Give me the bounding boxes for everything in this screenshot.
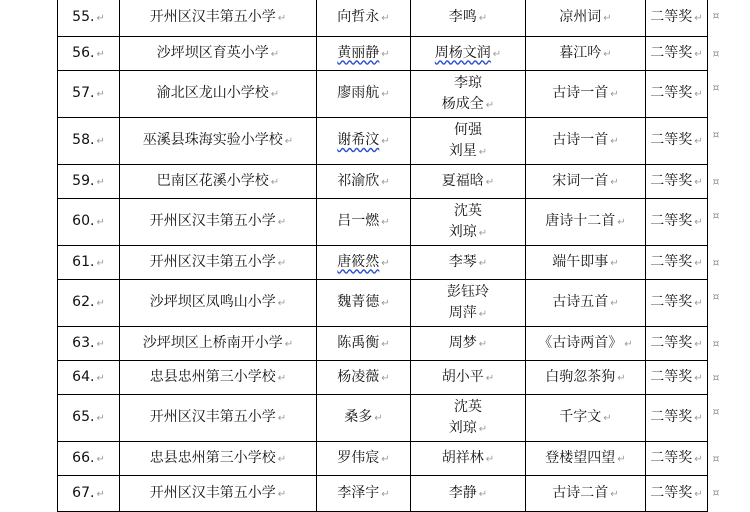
school-name: 开州区汉丰第五小学 xyxy=(149,484,276,501)
paragraph-mark-icon: ↵ xyxy=(694,488,703,500)
paragraph-mark-icon: ↵ xyxy=(478,423,488,435)
paragraph-mark-icon: ↵ xyxy=(374,413,383,424)
paragraph-mark-icon: ↵ xyxy=(694,217,703,228)
paragraph-mark-icon: ↵ xyxy=(610,298,619,309)
end-of-row-icon: ¤ xyxy=(712,175,720,188)
work-title: 千字文 xyxy=(559,409,602,425)
teacher-line xyxy=(415,7,521,29)
paragraph-mark-icon: ↵ xyxy=(478,488,488,500)
paragraph-mark-icon: ↵ xyxy=(277,257,287,269)
cell-student xyxy=(317,165,411,199)
end-of-row-icon: ¤ xyxy=(712,209,720,222)
paragraph-mark-icon: ↵ xyxy=(617,217,626,228)
cell-title xyxy=(526,37,646,71)
paragraph-mark-icon: ↵ xyxy=(478,146,488,158)
award-level: 二等奖 xyxy=(650,172,693,189)
work-title: 暮江吟 xyxy=(559,44,602,61)
end-of-row-icon: ¤ xyxy=(712,9,720,22)
work-title: 古诗五首 xyxy=(552,294,609,310)
cell-school xyxy=(120,71,317,118)
paragraph-mark-icon: ↵ xyxy=(381,488,390,500)
teacher-name: 沈英 xyxy=(454,202,482,219)
paragraph-mark-icon: ↵ xyxy=(694,257,703,269)
paragraph-mark-icon: ↵ xyxy=(694,12,703,24)
student-name: 祁渝欣 xyxy=(337,172,380,189)
end-of-row-icon: ¤ xyxy=(712,337,720,350)
paragraph-mark-icon: ↵ xyxy=(492,48,502,60)
cell-number xyxy=(58,442,120,476)
teacher-name: 胡小平 xyxy=(441,368,484,385)
award-level: 二等奖 xyxy=(650,449,693,466)
table-row xyxy=(58,246,708,280)
paragraph-mark-icon: ↵ xyxy=(381,453,390,465)
cell-title xyxy=(526,0,646,37)
cell-student xyxy=(317,280,411,327)
cell-teacher xyxy=(411,476,526,512)
cell-teacher xyxy=(411,0,526,37)
paragraph-mark-icon: ↵ xyxy=(381,217,390,228)
school-name: 渝北区龙山小学校 xyxy=(156,85,269,101)
cell-student xyxy=(317,476,411,512)
cell-title xyxy=(526,246,646,280)
cell-teacher xyxy=(411,361,526,395)
paragraph-mark-icon: ↵ xyxy=(270,48,280,60)
cell-teacher xyxy=(411,199,526,246)
cell-teacher xyxy=(411,327,526,361)
award-level: 二等奖 xyxy=(650,294,693,310)
cell-award xyxy=(646,199,708,246)
paragraph-mark-icon: ↵ xyxy=(610,176,619,188)
student-name: 桑多 xyxy=(344,409,373,425)
cell-student xyxy=(317,442,411,476)
teacher-name: 周梦 xyxy=(448,334,477,351)
cell-teacher xyxy=(411,442,526,476)
cell-student xyxy=(317,246,411,280)
paragraph-mark-icon: ↵ xyxy=(694,453,703,465)
teacher-line xyxy=(415,201,521,222)
work-title: 宋词一首 xyxy=(552,172,609,189)
cell-award xyxy=(646,395,708,442)
teacher-name: 彭钰玲 xyxy=(447,283,489,300)
cell-school xyxy=(120,476,317,512)
paragraph-mark-icon: ↵ xyxy=(485,372,495,384)
table-row xyxy=(58,165,708,199)
cell-title xyxy=(526,165,646,199)
paragraph-mark-icon: ↵ xyxy=(694,176,703,188)
work-title: 古诗一首 xyxy=(552,85,609,101)
cell-award xyxy=(646,442,708,476)
row-number: 55. xyxy=(72,8,95,25)
paragraph-mark-icon: ↵ xyxy=(277,298,287,309)
table-row xyxy=(58,442,708,476)
paragraph-mark-icon: ↵ xyxy=(694,338,703,350)
cell-number xyxy=(58,361,120,395)
paragraph-mark-icon: ↵ xyxy=(96,338,105,350)
cell-title xyxy=(526,442,646,476)
teacher-name: 胡祥林 xyxy=(441,449,484,466)
awards-table-body xyxy=(58,0,708,512)
student-name: 罗伟宸 xyxy=(337,449,380,466)
teacher-line xyxy=(415,448,521,470)
school-name: 忠县忠州第三小学校 xyxy=(149,368,276,385)
end-of-row-icon: ¤ xyxy=(712,128,720,141)
teacher-line xyxy=(415,73,521,94)
teacher-line xyxy=(415,252,521,274)
awards-table xyxy=(57,0,708,512)
table-row xyxy=(58,280,708,327)
cell-award xyxy=(646,327,708,361)
table-row xyxy=(58,37,708,71)
cell-number xyxy=(58,280,120,327)
work-title: 端午即事 xyxy=(552,253,609,270)
paragraph-mark-icon: ↵ xyxy=(284,338,294,350)
cell-school xyxy=(120,395,317,442)
paragraph-mark-icon: ↵ xyxy=(277,217,287,228)
work-title: 白驹忽茶狗 xyxy=(545,368,616,385)
cell-school xyxy=(120,442,317,476)
paragraph-mark-icon: ↵ xyxy=(610,488,619,500)
cell-school xyxy=(120,118,317,165)
cell-award xyxy=(646,37,708,71)
paragraph-mark-icon: ↵ xyxy=(603,48,612,60)
paragraph-mark-icon: ↵ xyxy=(96,12,105,24)
teacher-name: 李琼 xyxy=(454,74,482,91)
teacher-name: 刘琼 xyxy=(448,223,477,240)
paragraph-mark-icon: ↵ xyxy=(381,257,390,269)
school-name: 巴南区花溪小学校 xyxy=(156,172,269,189)
paragraph-mark-icon: ↵ xyxy=(617,372,626,384)
paragraph-mark-icon: ↵ xyxy=(694,372,703,384)
paragraph-mark-icon: ↵ xyxy=(96,89,105,100)
cell-student xyxy=(317,327,411,361)
end-of-row-icon: ¤ xyxy=(712,371,720,384)
cell-number xyxy=(58,165,120,199)
cell-title xyxy=(526,71,646,118)
paragraph-mark-icon: ↵ xyxy=(485,176,495,188)
teacher-line xyxy=(415,483,521,505)
cell-school xyxy=(120,280,317,327)
cell-number xyxy=(58,199,120,246)
paragraph-mark-icon: ↵ xyxy=(277,372,287,384)
teacher-name: 刘琼 xyxy=(448,419,477,436)
student-name: 吕一燃 xyxy=(337,213,380,229)
end-of-row-icon: ¤ xyxy=(712,47,720,60)
award-level: 二等奖 xyxy=(650,334,693,351)
paragraph-mark-icon: ↵ xyxy=(277,12,287,24)
paragraph-mark-icon: ↵ xyxy=(478,308,488,320)
student-name: 魏菁德 xyxy=(337,294,380,310)
paragraph-mark-icon: ↵ xyxy=(277,453,287,465)
paragraph-mark-icon: ↵ xyxy=(96,453,105,465)
cell-number xyxy=(58,71,120,118)
cell-number xyxy=(58,37,120,71)
work-title: 古诗二首 xyxy=(552,484,609,501)
paragraph-mark-icon: ↵ xyxy=(381,338,390,350)
award-level: 二等奖 xyxy=(650,8,693,25)
paragraph-mark-icon: ↵ xyxy=(694,89,703,100)
teacher-name: 周杨文润 xyxy=(434,44,491,61)
paragraph-mark-icon: ↵ xyxy=(624,338,633,350)
school-name: 开州区汉丰第五小学 xyxy=(149,213,276,229)
paragraph-mark-icon: ↵ xyxy=(610,89,619,100)
cell-student xyxy=(317,199,411,246)
paragraph-mark-icon: ↵ xyxy=(603,413,612,424)
row-number: 65. xyxy=(72,409,95,425)
student-name: 唐筱然 xyxy=(337,253,380,270)
table-row xyxy=(58,0,708,37)
teacher-name: 刘星 xyxy=(448,142,477,159)
teacher-name: 杨成全 xyxy=(441,95,484,112)
teacher-line xyxy=(415,43,521,65)
teacher-line xyxy=(415,367,521,389)
teacher-line xyxy=(415,120,521,141)
end-of-row-icon: ¤ xyxy=(712,81,720,94)
table-row xyxy=(58,395,708,442)
paragraph-mark-icon: ↵ xyxy=(96,136,105,147)
paragraph-mark-icon: ↵ xyxy=(381,176,390,188)
teacher-name: 何强 xyxy=(454,121,482,138)
paragraph-mark-icon: ↵ xyxy=(96,257,105,269)
student-name: 廖雨航 xyxy=(337,85,380,101)
teacher-name: 夏福晗 xyxy=(441,172,484,189)
paragraph-mark-icon: ↵ xyxy=(610,136,619,147)
work-title: 登楼望四望 xyxy=(545,449,616,466)
row-number: 67. xyxy=(72,484,95,501)
cell-award xyxy=(646,165,708,199)
award-level: 二等奖 xyxy=(650,409,693,425)
cell-award xyxy=(646,118,708,165)
table-row xyxy=(58,118,708,165)
paragraph-mark-icon: ↵ xyxy=(694,136,703,147)
table-row xyxy=(58,327,708,361)
cell-number xyxy=(58,118,120,165)
paragraph-mark-icon: ↵ xyxy=(485,99,495,111)
cell-school xyxy=(120,361,317,395)
cell-school xyxy=(120,165,317,199)
work-title: 凉州词 xyxy=(559,8,602,25)
paragraph-mark-icon: ↵ xyxy=(284,136,294,147)
row-number: 56. xyxy=(72,44,95,61)
student-name: 杨凌薇 xyxy=(337,368,380,385)
cell-student xyxy=(317,395,411,442)
award-level: 二等奖 xyxy=(650,132,693,148)
end-of-row-icon: ¤ xyxy=(712,452,720,465)
table-row xyxy=(58,199,708,246)
award-level: 二等奖 xyxy=(650,368,693,385)
cell-school xyxy=(120,37,317,71)
end-of-row-icon: ¤ xyxy=(712,486,720,499)
row-number: 60. xyxy=(72,213,95,229)
paragraph-mark-icon: ↵ xyxy=(694,413,703,424)
row-number: 61. xyxy=(72,253,95,270)
paragraph-mark-icon: ↵ xyxy=(381,298,390,309)
school-name: 巫溪县珠海实验小学校 xyxy=(142,132,283,148)
award-level: 二等奖 xyxy=(650,253,693,270)
cell-award xyxy=(646,361,708,395)
end-of-row-icon: ¤ xyxy=(712,256,720,269)
school-name: 沙坪坝区上桥南开小学 xyxy=(142,334,283,351)
cell-award xyxy=(646,0,708,37)
paragraph-mark-icon: ↵ xyxy=(96,372,105,384)
cell-teacher xyxy=(411,395,526,442)
teacher-line xyxy=(415,397,521,418)
school-name: 沙坪坝区凤鸣山小学 xyxy=(149,294,276,310)
row-number: 58. xyxy=(72,132,95,148)
award-level: 二等奖 xyxy=(650,484,693,501)
paragraph-mark-icon: ↵ xyxy=(96,217,105,228)
cell-school xyxy=(120,199,317,246)
cell-award xyxy=(646,246,708,280)
teacher-line xyxy=(415,282,521,303)
award-level: 二等奖 xyxy=(650,85,693,101)
teacher-name: 周萍 xyxy=(448,304,477,321)
cell-number xyxy=(58,395,120,442)
teacher-line xyxy=(415,94,521,116)
school-name: 开州区汉丰第五小学 xyxy=(149,253,276,270)
cell-number xyxy=(58,246,120,280)
cell-school xyxy=(120,0,317,37)
school-name: 开州区汉丰第五小学 xyxy=(149,409,276,425)
row-number: 64. xyxy=(72,368,95,385)
work-title: 《古诗两首》 xyxy=(538,334,623,351)
cell-title xyxy=(526,199,646,246)
work-title: 古诗一首 xyxy=(552,132,609,148)
cell-teacher xyxy=(411,280,526,327)
paragraph-mark-icon: ↵ xyxy=(478,227,488,239)
paragraph-mark-icon: ↵ xyxy=(270,176,280,188)
end-of-row-icon: ¤ xyxy=(712,290,720,303)
row-number: 57. xyxy=(72,85,95,101)
student-name: 谢希汶 xyxy=(337,132,380,148)
table-row xyxy=(58,476,708,512)
teacher-line xyxy=(415,333,521,355)
row-number: 63. xyxy=(72,334,95,351)
student-name: 李泽宇 xyxy=(337,484,380,501)
cell-student xyxy=(317,118,411,165)
cell-teacher xyxy=(411,165,526,199)
end-of-row-icon: ¤ xyxy=(712,405,720,418)
cell-teacher xyxy=(411,71,526,118)
paragraph-mark-icon: ↵ xyxy=(617,453,626,465)
cell-award xyxy=(646,476,708,512)
teacher-line xyxy=(415,418,521,440)
cell-title xyxy=(526,395,646,442)
paragraph-mark-icon: ↵ xyxy=(381,12,390,24)
award-level: 二等奖 xyxy=(650,213,693,229)
teacher-line xyxy=(415,303,521,325)
cell-award xyxy=(646,280,708,327)
row-number: 66. xyxy=(72,449,95,466)
cell-student xyxy=(317,37,411,71)
teacher-name: 沈英 xyxy=(454,398,482,415)
cell-number xyxy=(58,0,120,37)
teacher-name: 李鸣 xyxy=(448,8,477,25)
cell-teacher xyxy=(411,37,526,71)
cell-teacher xyxy=(411,246,526,280)
paragraph-mark-icon: ↵ xyxy=(277,488,287,500)
teacher-name: 李琴 xyxy=(448,253,477,270)
cell-school xyxy=(120,327,317,361)
cell-student xyxy=(317,71,411,118)
paragraph-mark-icon: ↵ xyxy=(485,453,495,465)
paragraph-mark-icon: ↵ xyxy=(381,89,390,100)
cell-title xyxy=(526,280,646,327)
student-name: 陈禹衡 xyxy=(337,334,380,351)
teacher-line xyxy=(415,171,521,193)
paragraph-mark-icon: ↵ xyxy=(381,136,390,147)
table-row xyxy=(58,361,708,395)
paragraph-mark-icon: ↵ xyxy=(96,298,105,309)
cell-student xyxy=(317,361,411,395)
cell-teacher xyxy=(411,118,526,165)
paragraph-mark-icon: ↵ xyxy=(277,413,287,424)
paragraph-mark-icon: ↵ xyxy=(96,488,105,500)
award-level: 二等奖 xyxy=(650,44,693,61)
cell-number xyxy=(58,476,120,512)
paragraph-mark-icon: ↵ xyxy=(603,12,612,24)
cell-student xyxy=(317,0,411,37)
cell-title xyxy=(526,361,646,395)
cell-title xyxy=(526,327,646,361)
paragraph-mark-icon: ↵ xyxy=(478,338,488,350)
paragraph-mark-icon: ↵ xyxy=(478,12,488,24)
work-title: 唐诗十二首 xyxy=(545,213,616,229)
cell-school xyxy=(120,246,317,280)
paragraph-mark-icon: ↵ xyxy=(270,89,280,100)
cell-title xyxy=(526,118,646,165)
teacher-line xyxy=(415,141,521,163)
school-name: 忠县忠州第三小学校 xyxy=(149,449,276,466)
paragraph-mark-icon: ↵ xyxy=(381,372,390,384)
school-name: 沙坪坝区育英小学 xyxy=(156,44,269,61)
student-name: 黄丽静 xyxy=(337,44,380,61)
paragraph-mark-icon: ↵ xyxy=(694,48,703,60)
school-name: 开州区汉丰第五小学 xyxy=(149,8,276,25)
student-name: 向哲永 xyxy=(337,8,380,25)
paragraph-mark-icon: ↵ xyxy=(96,176,105,188)
paragraph-mark-icon: ↵ xyxy=(96,48,105,60)
table-row xyxy=(58,71,708,118)
teacher-line xyxy=(415,222,521,244)
paragraph-mark-icon: ↵ xyxy=(694,298,703,309)
paragraph-mark-icon: ↵ xyxy=(610,257,619,269)
cell-number xyxy=(58,327,120,361)
row-number: 62. xyxy=(72,294,95,310)
cell-title xyxy=(526,476,646,512)
row-number: 59. xyxy=(72,172,95,189)
paragraph-mark-icon: ↵ xyxy=(381,48,390,60)
cell-award xyxy=(646,71,708,118)
paragraph-mark-icon: ↵ xyxy=(478,257,488,269)
paragraph-mark-icon: ↵ xyxy=(96,413,105,424)
teacher-name: 李静 xyxy=(448,484,477,501)
